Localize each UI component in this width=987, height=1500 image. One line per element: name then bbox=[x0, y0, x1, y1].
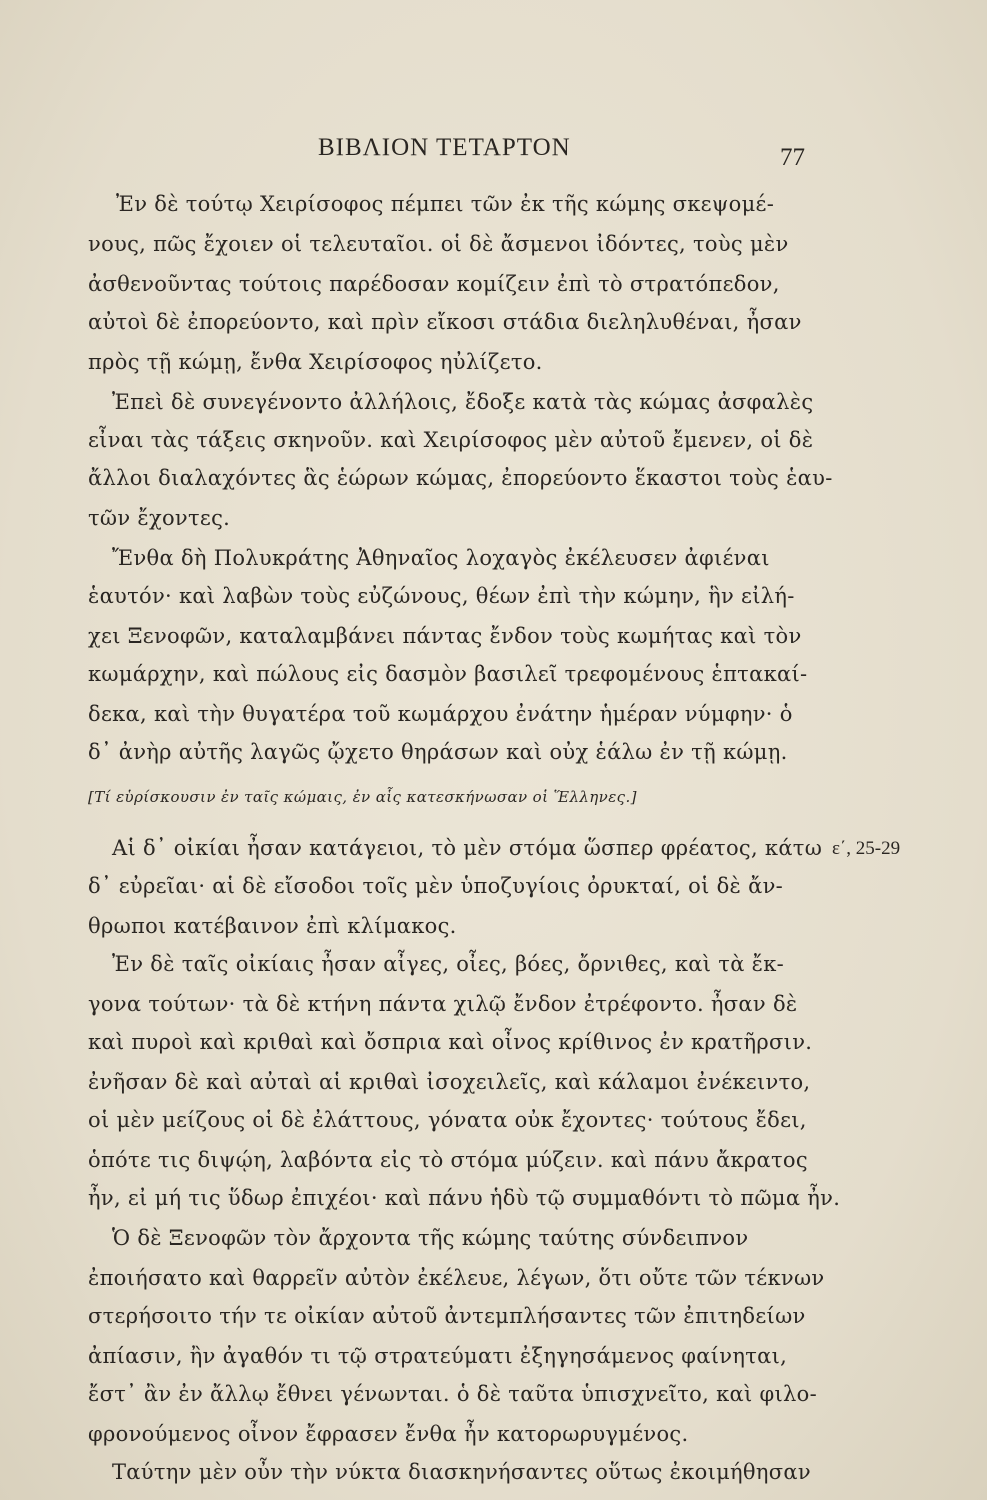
running-title: ΒΙΒΛΙΟΝ ΤΕΤΑΡΤΟΝ bbox=[318, 134, 571, 161]
text-line: δ᾽ ἀνὴρ αὐτῆς λαγῶς ᾤχετο θηράσων καὶ οὐχ ἑάλω ἐν τῇ κώμῃ. bbox=[88, 740, 788, 764]
text-line: ἔστ᾽ ἂν ἐν ἄλλῳ ἔθνει γένωνται. ὁ δὲ ταῦτα ὑπισχνεῖτο, καὶ φιλο- bbox=[88, 1382, 817, 1406]
text-line: ἐποιήσατο καὶ θαρρεῖν αὐτὸν ἐκέλευε, λέγων, ὅτι οὔτε τῶν τέκνων bbox=[88, 1266, 825, 1290]
text-line: κωμάρχην, καὶ πώλους εἰς δασμὸν βασιλεῖ τρεφομένους ἑπτακαί- bbox=[88, 662, 808, 686]
text-line: Ἔνθα δὴ Πολυκράτης Ἀθηναῖος λοχαγὸς ἐκέλευσεν ἀφιέναι bbox=[112, 546, 770, 570]
text-line: Αἱ δ᾽ οἰκίαι ἦσαν κατάγειοι, τὸ μὲν στόμα ὥσπερ φρέατος, κάτω bbox=[112, 836, 823, 860]
text-line: πρὸς τῇ κώμῃ, ἔνθα Χειρίσοφος ηὐλίζετο. bbox=[88, 350, 543, 374]
text-line: γονα τούτων· τὰ δὲ κτήνη πάντα χιλῷ ἔνδον ἐτρέφοντο. ἦσαν δὲ bbox=[88, 992, 798, 1016]
text-line: αὐτοὶ δὲ ἐπορεύοντο, καὶ πρὶν εἴκοσι στάδια διεληλυθέναι, ἦσαν bbox=[88, 310, 802, 334]
text-line: οἱ μὲν μείζους οἱ δὲ ἐλάττους, γόνατα οὐκ ἔχοντες· τούτους ἔδει, bbox=[88, 1108, 807, 1132]
text-line: ἐνῆσαν δὲ καὶ αὐταὶ αἱ κριθαὶ ἰσοχειλεῖς, καὶ κάλαμοι ἐνέκειντο, bbox=[88, 1070, 811, 1094]
text-line: Ἐπεὶ δὲ συνεγένοντο ἀλλήλοις, ἔδοξε κατὰ τὰς κώμας ἀσφαλὲς bbox=[112, 390, 814, 414]
page-number: 77 bbox=[780, 144, 805, 171]
text-line: Ὁ δὲ Ξενοφῶν τὸν ἄρχοντα τῆς κώμης ταύτης σύνδειπνον bbox=[112, 1226, 749, 1250]
text-line: ἄλλοι διαλαχόντες ἃς ἑώρων κώμας, ἐπορεύοντο ἕκαστοι τοὺς ἑαυ- bbox=[88, 466, 833, 490]
running-head bbox=[0, 134, 987, 174]
margin-reference: ε΄, 25-29 bbox=[832, 838, 901, 859]
text-line: χει Ξενοφῶν, καταλαμβάνει πάντας ἔνδον τοὺς κωμήτας καὶ τὸν bbox=[88, 624, 802, 648]
text-line: στερήσοιτο τήν τε οἰκίαν αὐτοῦ ἀντεμπλήσαντες τῶν ἐπιτηδείων bbox=[88, 1304, 806, 1328]
section-heading: [Τί εὑρίσκουσιν ἐν ταῖς κώμαις, ἐν αἷς κατεσκήνωσαν οἱ Ἕλληνες.] bbox=[88, 788, 637, 806]
text-line: δ᾽ εὐρεῖαι· αἱ δὲ εἴσοδοι τοῖς μὲν ὑποζυγίοις ὀρυκταί, οἱ δὲ ἄν- bbox=[88, 874, 784, 898]
text-line: ὁπότε τις διψῴη, λαβόντα εἰς τὸ στόμα μύζειν. καὶ πάνυ ἄκρατος bbox=[88, 1148, 808, 1172]
text-line: Ἐν δὲ τούτῳ Χειρίσοφος πέμπει τῶν ἐκ τῆς κώμης σκεψομέ- bbox=[116, 192, 775, 216]
text-line: Ταύτην μὲν οὖν τὴν νύκτα διασκηνήσαντες οὕτως ἐκοιμήθησαν bbox=[112, 1460, 811, 1484]
text-line: καὶ πυροὶ καὶ κριθαὶ καὶ ὄσπρια καὶ οἶνος κρίθινος ἐν κρατῆρσιν. bbox=[88, 1030, 813, 1054]
text-line: φρονούμενος οἶνον ἔφρασεν ἔνθα ἦν κατορωρυγμένος. bbox=[88, 1422, 689, 1446]
text-line: εἶναι τὰς τάξεις σκηνοῦν. καὶ Χειρίσοφος μὲν αὐτοῦ ἔμενεν, οἱ δὲ bbox=[88, 428, 814, 452]
text-line: Ἐν δὲ ταῖς οἰκίαις ἦσαν αἶγες, οἶες, βόες, ὄρνιθες, καὶ τὰ ἔκ- bbox=[112, 952, 785, 976]
text-line: ἀσθενοῦντας τούτοις παρέδοσαν κομίζειν ἐπὶ τὸ στρατόπεδον, bbox=[88, 272, 780, 296]
text-line: τῶν ἔχοντες. bbox=[88, 506, 231, 530]
text-line: ἑαυτόν· καὶ λαβὼν τοὺς εὐζώνους, θέων ἐπὶ τὴν κώμην, ἣν εἰλή- bbox=[88, 584, 795, 608]
text-line: ἀπίασιν, ἢν ἀγαθόν τι τῷ στρατεύματι ἐξηγησάμενος φαίνηται, bbox=[88, 1344, 788, 1368]
text-line: ἦν, εἰ μή τις ὕδωρ ἐπιχέοι· καὶ πάνυ ἡδὺ τῷ συμμαθόντι τὸ πῶμα ἦν. bbox=[88, 1186, 841, 1210]
text-line: δεκα, καὶ τὴν θυγατέρα τοῦ κωμάρχου ἐνάτην ἡμέραν νύμφην· ὁ bbox=[88, 702, 793, 726]
text-line: θρωποι κατέβαινον ἐπὶ κλίμακος. bbox=[88, 914, 457, 938]
text-line: νους, πῶς ἔχοιεν οἱ τελευταῖοι. οἱ δὲ ἄσμενοι ἰδόντες, τοὺς μὲν bbox=[88, 232, 789, 256]
